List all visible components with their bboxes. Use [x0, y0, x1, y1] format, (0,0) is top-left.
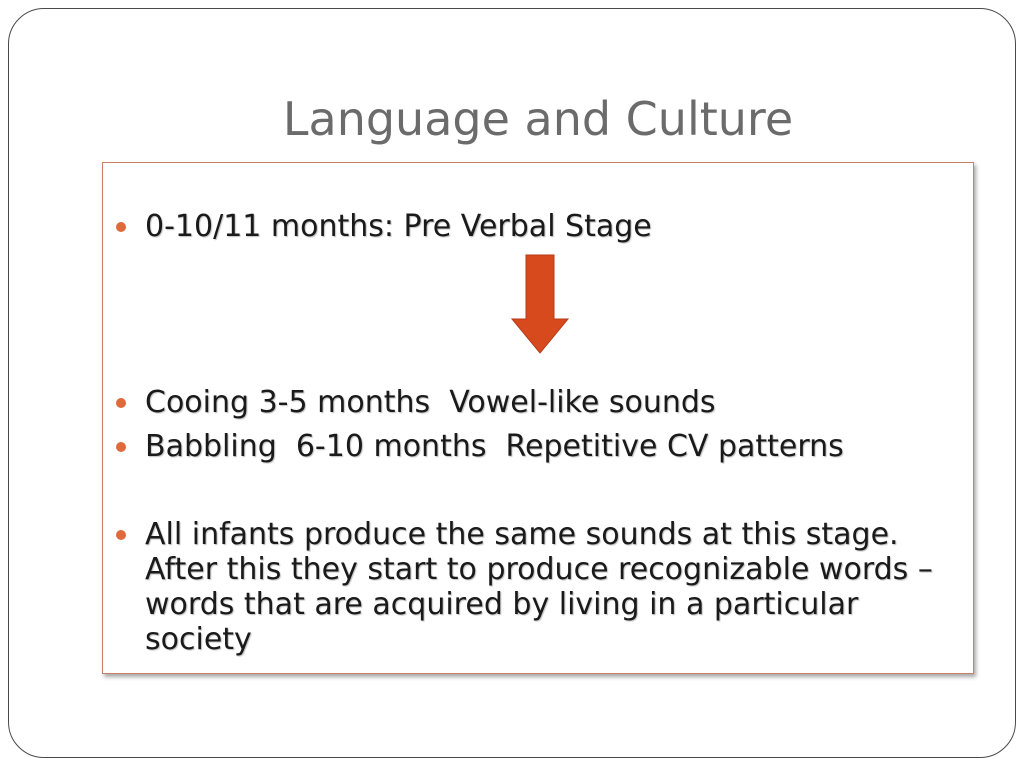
bullet-text: All infants produce the same sounds at this stage. After this they start to produce recognizable words – words that are acquired by living in a particular society: [145, 517, 943, 657]
bullet-text: Babbling 6-10 months Repetitive CV patterns: [145, 429, 844, 464]
slide-title: Language and Culture: [282, 92, 794, 146]
bullet-dot-icon: [116, 222, 126, 232]
bullet-text: Cooing 3-5 months Vowel-like sounds: [145, 385, 716, 420]
bullet-dot-icon: [116, 530, 126, 540]
down-arrow-icon: [510, 253, 570, 355]
bullet-dot-icon: [116, 442, 126, 452]
bullet-dot-icon: [116, 398, 126, 408]
bullet-text: 0-10/11 months: Pre Verbal Stage: [145, 209, 652, 244]
content-box: [102, 162, 974, 674]
